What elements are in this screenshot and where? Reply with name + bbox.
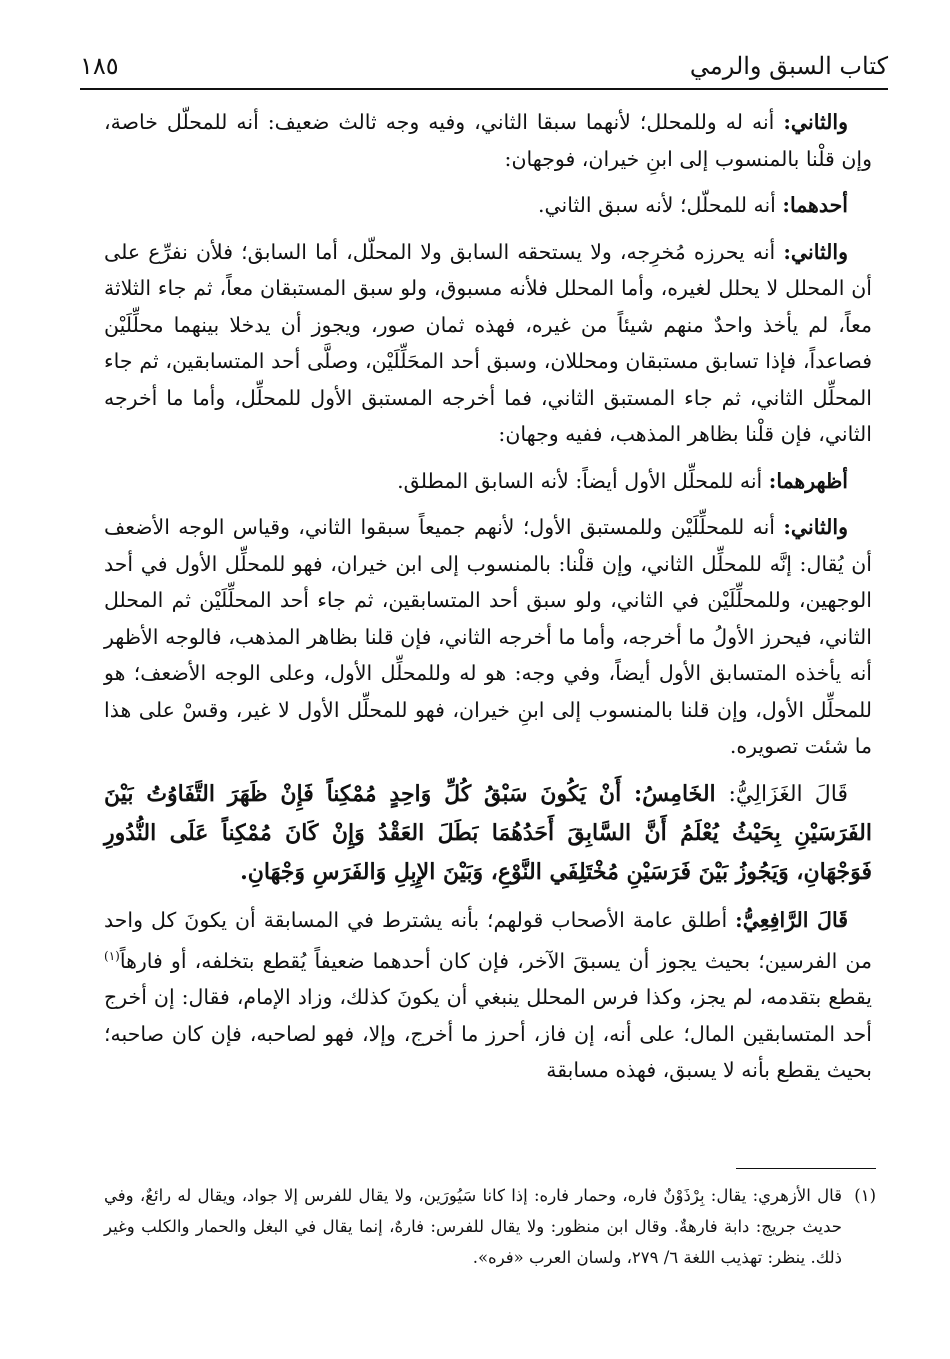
paragraph-lead: أحدهما: [782, 193, 848, 217]
paragraph-lead: والثاني: [783, 515, 848, 539]
paragraph-text: أنه للمحلّل؛ لأنه سبق الثاني. [537, 193, 783, 217]
paragraph-text: أنه له وللمحلل؛ لأنهما سبقا الثاني، وفيه وجه ثالث ضعيف: أنه للمحلّل خاصة، وإن قلْنا بالمنسوب إلى ابنِ خيران، فوجهان: [104, 110, 872, 171]
paragraph [104, 187, 872, 224]
paragraph-text: أنه للمحلِّلَيْن وللمستبق الأول؛ لأنهم جميعاً سبقوا الثاني، وقياس الوجه الأضعف أن يُقال: إنَّه للمحلِّل الثاني، وإن قلْنا: بالمنسوب إلى ابن خيران، فهو للمحلِّل الأول في أحد الوجهين، وللمحلِّلَيْن في الثاني، ولو سبق أحد المتسابقين، ثم جاء أحد المحلِّلَيْن ثم المحلل الثاني، فيحرز الأولُ ما أخرجه، وأما ما أخرجه الثاني، فإن قلنا بظاهر المذهب، فالوجه الأظهر أنه يأخذه المتسابق الأول أيضاً، وفي وجه: هو له وللمحلِّل الأول، وعلى الوجه الأضعف؛ هو للمحلِّل الأول، وإن قلنا بالمنسوب إلى ابنِ خيران، فهو للمحلِّل الأول لا غير، وقسْ على هذا ما شئت تصويره. [104, 515, 872, 758]
paragraph-text: الخَامِسُ: أَنْ يَكُونَ سَبْقُ كُلِّ وَاحِدٍ مُمْكِناً فَإِنْ ظَهَرَ التَّفَاوُتُ بَيْنَ الفَرَسَيْنِ بِحَيْثُ يُعْلَمُ أَنَّ السَّابِقَ أَحَدُهُمَا بَطَلَ العَقْدُ وَإِنْ كَانَ مُمْكِناً عَلَى النُّدُورِ فَوَجْهَانِ، وَيَجُوزُ بَيْنَ فَرَسَيْنِ مُخْتَلِفَي النَّوْعِ، وَبَيْنَ الإِبِلِ وَالفَرَسِ وَجْهَانِ. [104, 780, 872, 885]
header-divider [80, 88, 888, 90]
running-title: كتاب السبق والرمي [689, 52, 888, 80]
paragraph-lead: قَالَ الرَّافِعِيُّ: [735, 907, 848, 932]
footnotes [104, 1180, 876, 1273]
paragraph-lead: قَالَ الغَزَالِيُّ: [728, 781, 848, 807]
paragraph-lead: والثاني: [783, 110, 848, 134]
paragraph [104, 902, 872, 1089]
paragraph [104, 234, 872, 453]
paragraph-lead: والثاني: [783, 239, 848, 264]
main-text [104, 104, 872, 1099]
paragraph [104, 104, 872, 177]
footnote-reference: (١) [104, 949, 120, 963]
paragraph-text: أنه للمحلِّل الأول أيضاً: لأنه السابق المطلق. [397, 468, 769, 493]
footnote-divider [736, 1168, 876, 1169]
paragraph-lead: أظهرهما: [768, 468, 848, 493]
paragraph [104, 509, 872, 765]
footnote-number: (١) [854, 1186, 876, 1205]
paragraph [104, 463, 872, 500]
paragraph-text: أنه يحرزه مُخرِجه، ولا يستحقه السابق ولا المحلّل، أما السابق؛ فلأن نفرِّع على أن المحلل لا يحلل لغيره، وأما المحلل فلأنه مسبوق، ولو سبق المستبقان معاً، ثم جاء الثلاثة معاً، لم يأخذ واحدٌ منهم شيئاً من غيره، فهذه ثمان صور، ويجوز أن يدخلا بينهما محلِّلَيْن فصاعداً، فإذا تسابق مستبقان ومحللان، وسبق أحد المحَلِّلَيْن، وصلَّى أحد المتسابقين، ثم جاء المحلِّل الثاني، ثم جاء المستبق الثاني، فما أخرجه المستبق الأول للمحلِّل، وأما ما أخرجه الثاني، فإن قلْنا بظاهر المذهب، ففيه وجهان: [104, 239, 872, 446]
footnote-text: قال الأزهري: يقال: بِرْذَوْنٌ فاره، وحمار فاره: إذا كانا سَيُورَين، ولا يقال للفرس إلا جواد، ويقال له رائعٌ، وفي حديث جريج: دابة فارهةٌ. وقال ابن منظور: ولا يقال للفرس: فارهٌ، إنما يقال في البغل والحمار والكلب وغير ذلك. ينظر: تهذيب اللغة ٦/ ٢٧٩، ولسان العرب «فره». [104, 1186, 842, 1267]
page-number: ١٨٥ [80, 52, 119, 80]
ghazali-quote [104, 775, 872, 892]
paragraph-text: يقطع بتقدمه، لم يجز، وكذا فرس المحلل ينبغي أن يكونَ كذلك، وزاد الإمام، فقال: إن أخرج أحد المتسابقين المال؛ على أنه، إن فاز، أحرز ما أخرج، وإلا، فهو لصاحبه، فإن كان صاحبه؛ بحيث يقطع بأنه لا يسبق، فهذه مسابقة [104, 985, 873, 1083]
page-header [80, 46, 888, 86]
paragraph-text: أطلق عامة الأصحاب قولهم؛ بأنه يشترط في المسابقة أن يكونَ كل واحد من الفرسين؛ بحيث يجوز أن يسبقَ الآخر، فإن كان أحدهما ضعيفاً يُقطع بتخلفه، أو فارهاً [104, 907, 872, 973]
footnote [104, 1180, 876, 1273]
